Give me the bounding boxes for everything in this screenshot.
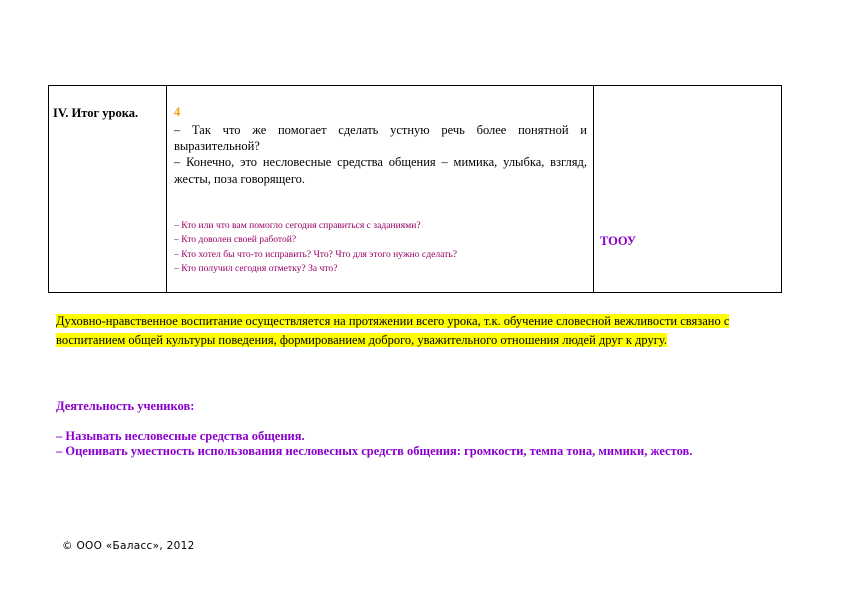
dialog-line: – Конечно, это несловесные средства общения – мимика, улыбка, взгляд, жесты, поза говорящего. [174, 155, 587, 186]
lesson-table [48, 85, 782, 293]
activity-item: – Оценивать уместность использования несловесных средств общения: громкости, темпа тона, мимики, жестов. [56, 444, 693, 458]
label-cell [593, 86, 781, 292]
question-item: – Кто доволен своей работой? [174, 234, 297, 246]
question-item: – Кто хотел бы что-то исправить? Что? Что для этого нужно сделать? [174, 248, 457, 260]
reflection-questions [174, 219, 587, 277]
dialog-line: – Так что же помогает сделать устную речь более понятной и выразительной? [174, 123, 587, 154]
content-cell [167, 86, 593, 292]
dialog-text [174, 122, 587, 187]
moral-education-note [56, 312, 756, 349]
stage-title: IV. Итог урока. [53, 106, 139, 120]
activity-title: Деятельность учеников: [56, 399, 195, 413]
question-item: – Кто получил сегодня отметку? За что? [174, 263, 338, 275]
student-activity [56, 399, 692, 460]
question-item: – Кто или что вам помогло сегодня справиться с заданиями? [174, 220, 421, 231]
highlighted-note-text: Духовно-нравственное воспитание осуществляется на протяжении всего урока, т.к. обучение словесной вежливости связано с воспитанием общей культуры поведения, формированием доброго, уважительного отношения людей друг к другу. [56, 314, 730, 347]
copyright: © ООО «Баласс», 2012 [62, 540, 195, 552]
stage-cell [49, 86, 167, 292]
activity-item: – Называть несловесные средства общения. [56, 428, 305, 443]
step-number: 4 [174, 105, 181, 119]
tooy-label: ТООУ [600, 234, 637, 248]
